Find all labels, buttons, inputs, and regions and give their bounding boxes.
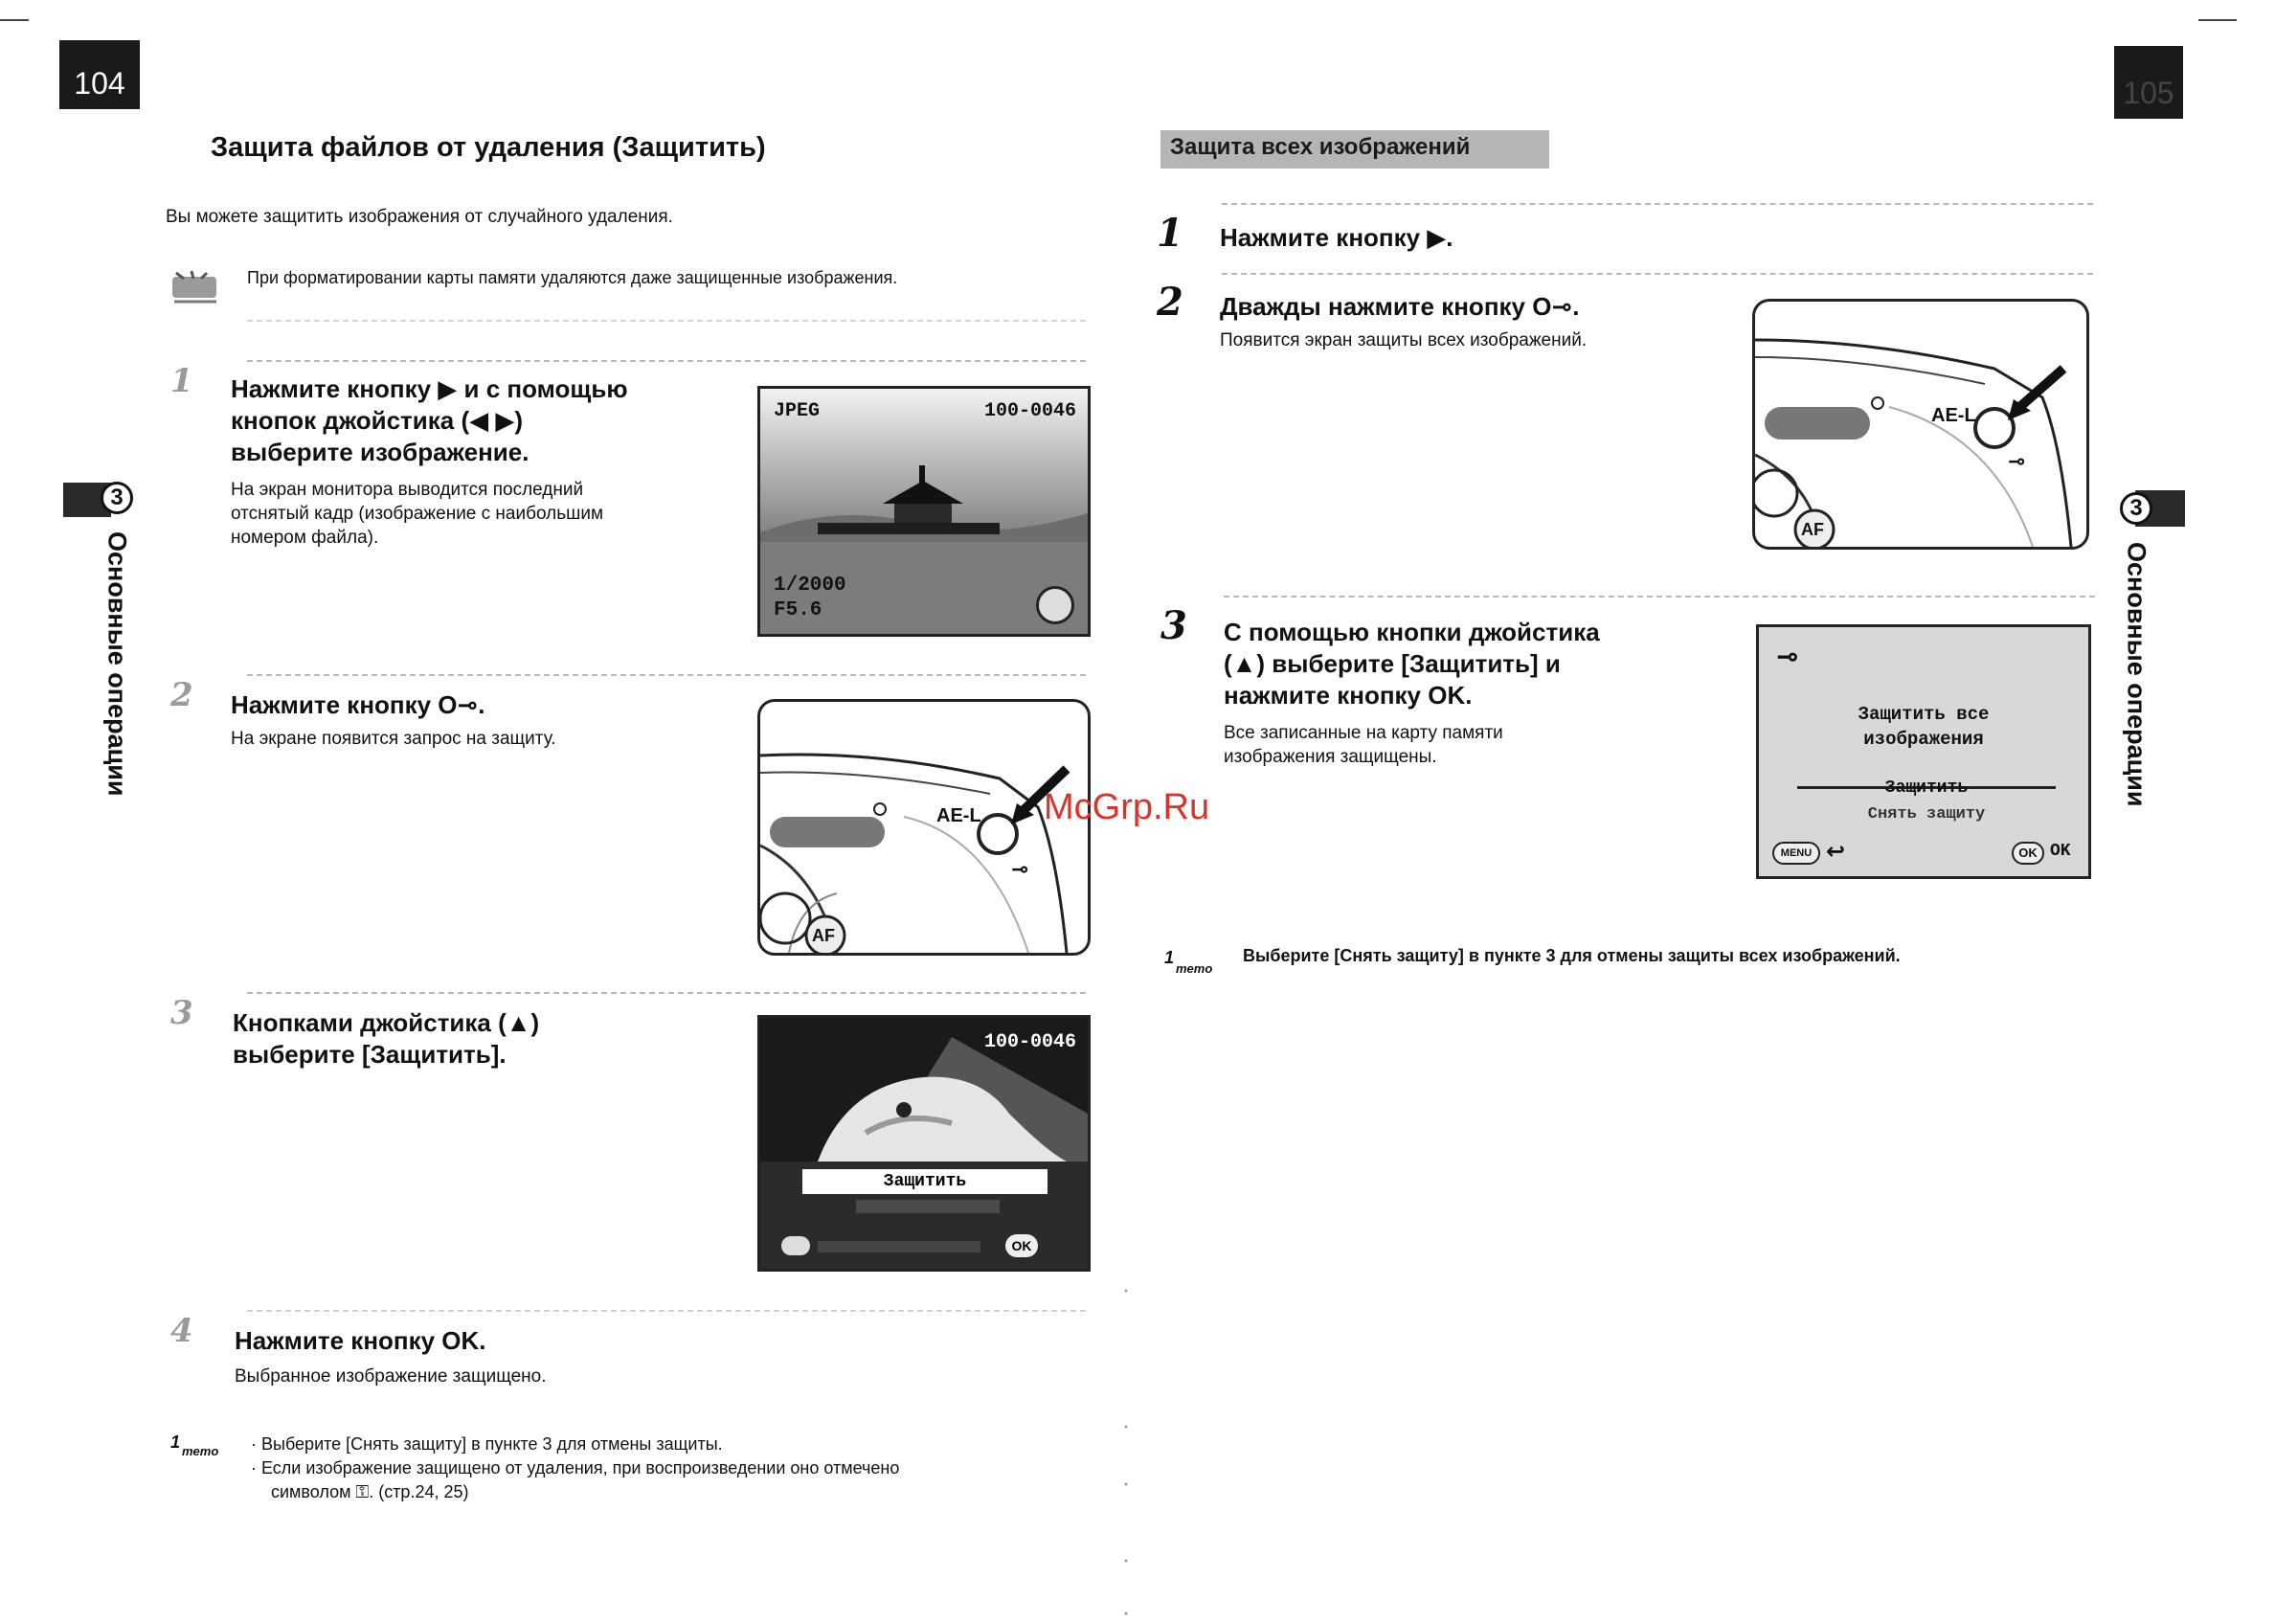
section-heading: Защита всех изображений [1170, 134, 1471, 160]
memo-item: · Если изображение защищено от удаления, при воспроизведении оно отмечено [251, 1458, 900, 1477]
protect-all-screen [1756, 624, 2091, 879]
memo-label: memo [182, 1444, 219, 1458]
ok-label: OK [2018, 846, 2038, 860]
playback-screen [757, 386, 1091, 637]
side-tab-right [2120, 492, 2152, 806]
step-3 [233, 1007, 539, 1071]
screen-title-line: изображения [1863, 729, 1984, 750]
step-number: 2 [1157, 280, 1183, 325]
step-heading-line: Дважды нажмите кнопку O⊸. [1220, 292, 1580, 321]
file-number: 100-0046 [983, 1031, 1076, 1053]
ok-caption: OK [2050, 842, 2071, 861]
memo-list [251, 1432, 899, 1504]
divider [247, 1310, 1086, 1312]
divider [1224, 596, 2095, 598]
side-tab-left [101, 482, 133, 796]
step-1 [231, 373, 628, 550]
page-title: Защита файлов от удаления (Защитить) [211, 132, 766, 163]
step-desc-line: Появится экран защиты всех изображений. [1220, 330, 1588, 350]
step-heading-line: С помощью кнопки джойстика [1224, 618, 1600, 646]
camera-illustration [757, 699, 1091, 956]
memo-item-continued [251, 1480, 899, 1504]
menu-button-icon [1772, 842, 1820, 865]
ok-button-icon [1005, 1234, 1038, 1257]
page-number-text: 105 [2123, 76, 2174, 110]
aperture: F5.6 [774, 599, 822, 621]
ok-label: OK [1011, 1238, 1032, 1253]
step-number: 3 [170, 994, 193, 1032]
divider [247, 320, 1086, 322]
step-heading-line: Нажмите кнопку OK. [235, 1326, 486, 1355]
step-2-right [1220, 291, 1587, 352]
step-3-right [1224, 617, 1600, 769]
step-desc-line: Все записанные на карту памяти [1224, 723, 1503, 743]
file-number: 100-0046 [983, 400, 1076, 422]
menu-label: MENU [1780, 847, 1813, 859]
step-heading-line: (▲) выберите [Защитить] и [1224, 649, 1561, 678]
step-number: 2 [170, 676, 193, 714]
page-number-text: 104 [74, 66, 125, 101]
ael-label: AE-L [1931, 405, 1976, 426]
camera-illustration [1752, 299, 2089, 550]
step-number: 1 [1157, 211, 1183, 256]
chapter-label: Основные операции [102, 531, 132, 797]
chapter-number: 3 [2120, 492, 2152, 525]
format-label: JPEG [774, 400, 821, 422]
step-4 [235, 1325, 547, 1388]
gutter-marks [1124, 1283, 1128, 1618]
memo-icon: 1 memo [170, 1432, 219, 1458]
shutter-speed: 1/2000 [774, 575, 846, 597]
memo-item-text: Выберите [Снять защиту] в пункте 3 для отмены защиты. [261, 1434, 723, 1454]
intro-text: Вы можете защитить изображения от случайного удаления. [166, 207, 673, 227]
page-number-right [2114, 46, 2183, 119]
step-desc-line: изображения защищены. [1224, 747, 1437, 767]
step-desc-line: Выбранное изображение защищено. [235, 1366, 547, 1387]
step-desc-line: На экран монитора выводится последний [231, 480, 584, 500]
step-number: 3 [1160, 603, 1187, 648]
option-unprotect-placeholder [856, 1200, 1000, 1213]
step-2 [231, 689, 556, 751]
protect-key-icon: ⊸ [2008, 449, 2026, 473]
protect-key-icon: ⊸ [1011, 857, 1029, 881]
option-protect[interactable]: Защитить [1884, 778, 1969, 798]
crop-mark [2198, 19, 2237, 21]
step-number: 1 [170, 362, 193, 400]
option-protect[interactable]: Защитить [802, 1169, 1047, 1194]
step-heading-line: кнопок джойстика (◀ ▶) [231, 406, 523, 435]
option-unprotect[interactable]: Снять защиту [1867, 805, 1986, 823]
divider [1222, 273, 2093, 275]
step-desc-line: номером файла). [231, 528, 379, 548]
step-heading-line: Кнопками джойстика (▲) [233, 1008, 540, 1037]
step-heading-line: Нажмите кнопку ▶ и с помощью [231, 374, 628, 403]
step-heading-line: выберите [Защитить]. [233, 1040, 507, 1069]
af-label: AF [812, 926, 835, 945]
step-heading-line: Нажмите кнопку O⊸. [231, 690, 485, 719]
step-heading-line: Нажмите кнопку ▶. [1220, 223, 1453, 252]
step-number: 4 [170, 1312, 193, 1350]
screen-title-line: Защитить все [1858, 704, 1990, 725]
chapter-label: Основные операции [2122, 542, 2151, 807]
footer-hint-placeholder [818, 1241, 980, 1252]
chapter-number: 3 [101, 482, 133, 514]
back-icon: ↩ [1826, 839, 1846, 865]
divider [247, 360, 1086, 362]
step-heading-line: нажмите кнопку OK. [1224, 681, 1473, 710]
camera-body-drawing [760, 702, 1088, 953]
memo-item-text: символом ⚿. (стр.24, 25) [271, 1482, 469, 1501]
step-heading-line: выберите изображение. [231, 438, 529, 466]
divider [247, 992, 1086, 994]
caution-icon [169, 267, 222, 305]
divider [247, 674, 1086, 676]
af-label: AF [1801, 520, 1824, 539]
camera-body-drawing [1755, 302, 2086, 547]
step-desc-line: отснятый кадр (изображение с наибольшим [231, 504, 604, 524]
joystick-icon [1036, 586, 1074, 624]
memo-item: · Выберите [Снять защиту] в пункте 3 для отмены защиты. [251, 1434, 723, 1454]
ok-button-icon [2012, 842, 2044, 865]
crop-mark [0, 19, 29, 21]
divider [1222, 203, 2093, 205]
key-icon: ⊸ [1776, 642, 1799, 671]
protect-menu-screen [757, 1015, 1091, 1272]
ael-label: AE-L [936, 805, 981, 826]
caution-text: При форматировании карты памяти удаляются даже защищенные изображения. [247, 268, 898, 287]
memo-icon: 1 memo [1164, 948, 1213, 976]
key-icon [781, 1236, 810, 1255]
watermark: McGrp.Ru [1044, 787, 1210, 827]
memo-text: Выберите [Снять защиту] в пункте 3 для отмены защиты всех изображений. [1243, 946, 1901, 965]
memo-item-text: Если изображение защищено от удаления, при воспроизведении оно отмечено [261, 1458, 900, 1477]
memo-label: memo [1176, 961, 1213, 976]
page-number-left [59, 40, 140, 109]
step-desc-line: На экране появится запрос на защиту. [231, 729, 556, 749]
